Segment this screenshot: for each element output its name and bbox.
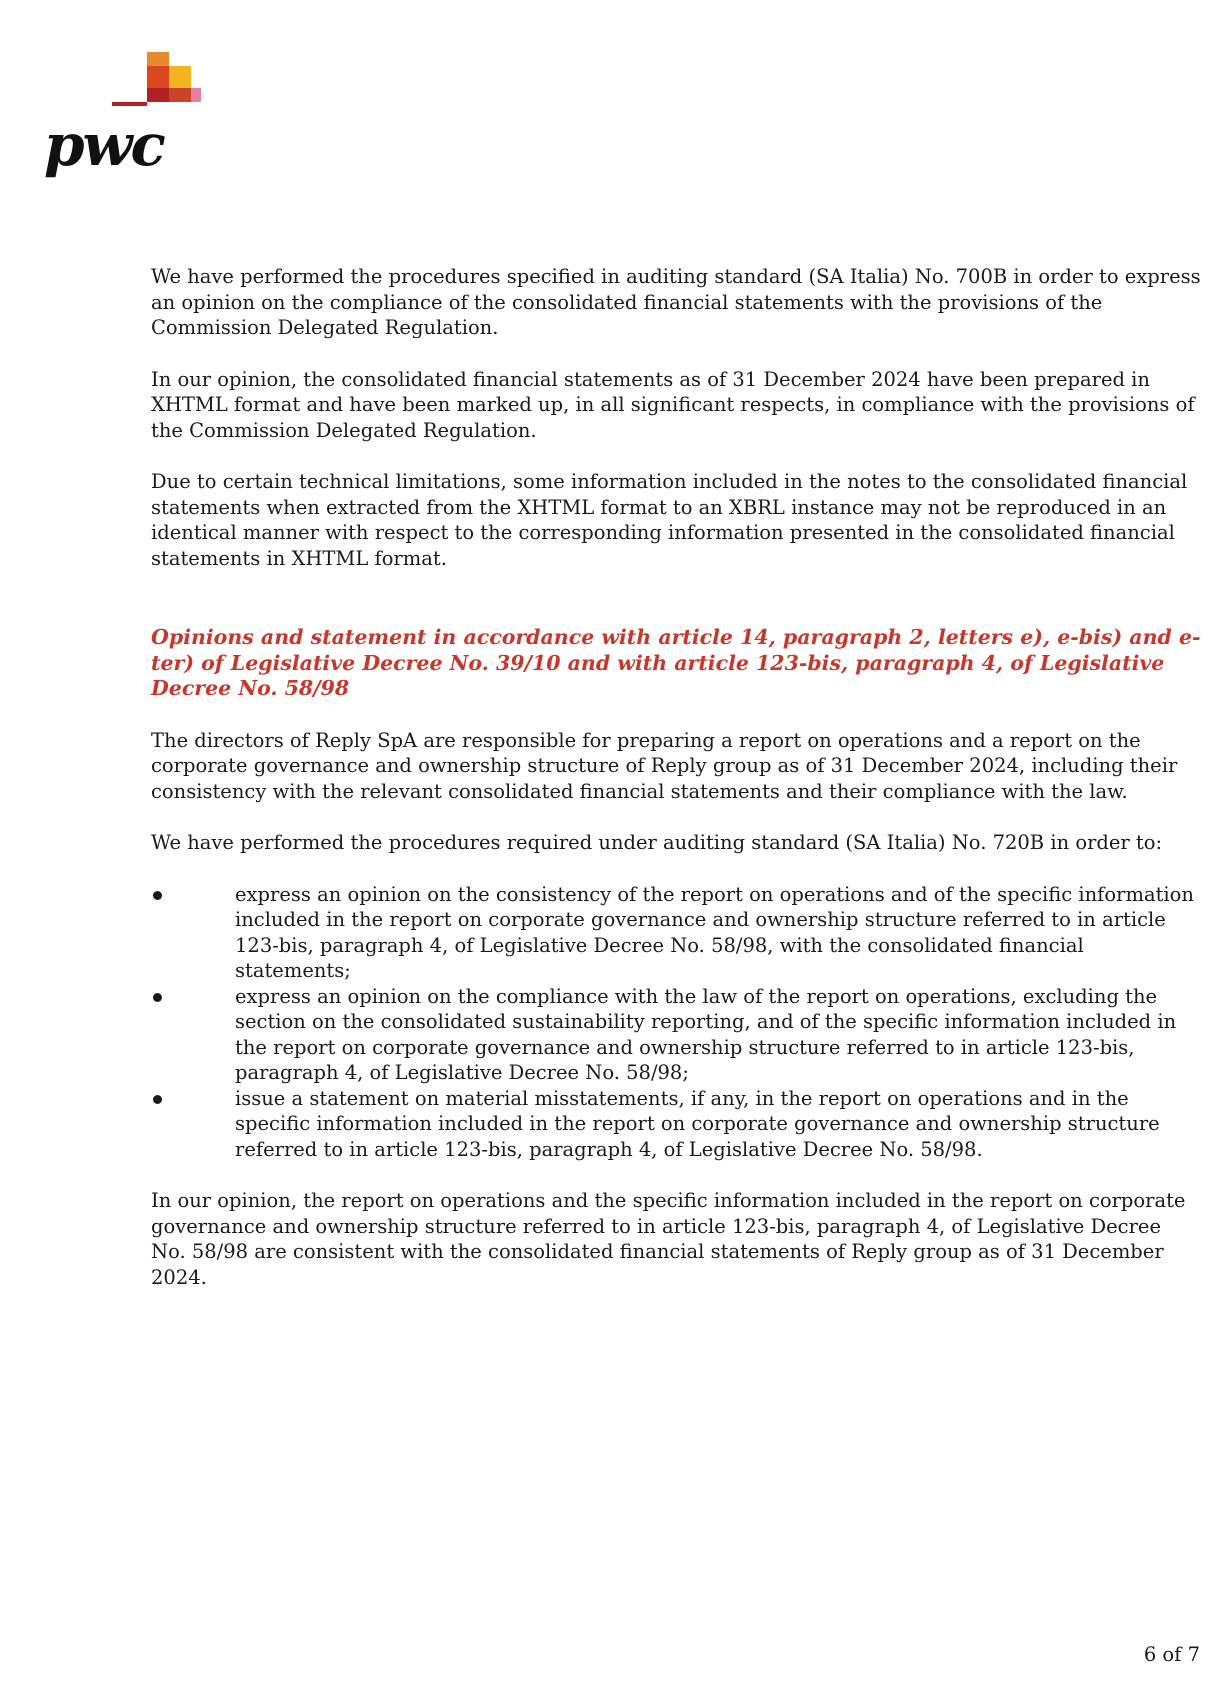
bullet-icon	[153, 1095, 162, 1104]
paragraph-procedures-700b: We have performed the procedures specified in auditing standard (SA Italia) No. 700B in order to express an opinion on the compliance of the consolidated financial statements with the provisions of the Commission Delegated Regulation.	[151, 265, 1201, 339]
paragraph-directors-responsibility: The directors of Reply SpA are responsible for preparing a report on operations and a report on the corporate governance and ownership structure of Reply group as of 31 December 2024, including their consistency with the relevant consolidated financial statements and their compliance with the law.	[151, 728, 1178, 803]
paragraph-final-opinion: In our opinion, the report on operations and the specific information included in the report on corporate governance and ownership structure referred to in article 123-bis, paragraph 4, of Legislative Decree No. 58/98 are consistent with the consolidated financial statements of Reply group as of 31 December 2024.	[151, 1189, 1186, 1289]
list-item-text: express an opinion on the consistency of the report on operations and of the specific information included in the report on corporate governance and ownership structure referred to in article 123-bis, paragraph 4, of Legislative Decree No. 58/98, with the consolidated financial statements;	[235, 882, 1194, 982]
list-item-text: express an opinion on the compliance with the law of the report on operations, excluding the section on the consolidated sustainability reporting, and of the specific information included in the report on corporate governance and ownership structure referred to in article 123-bis, paragraph 4, of Legislative Decree No. 58/98;	[235, 984, 1177, 1084]
section-heading: Opinions and statement in accordance with article 14, paragraph 2, letters e), e-bis) and e-ter) of Legislative Decree No. 39/10 and with article 123-bis, paragraph 4, of Legislative Decree No. 58/98	[151, 625, 1201, 700]
paragraph-xhtml-opinion: In our opinion, the consolidated financial statements as of 31 December 2024 have been prepared in XHTML format and have been marked up, in all significant respects, in compliance with the provisions of the Commission Delegated Regulation.	[151, 367, 1195, 442]
paragraph-technical-limitations: Due to certain technical limitations, some information included in the notes to the consolidated financial statements when extracted from the XHTML format to an XBRL instance may not be reproduced in an identical manner with respect to the corresponding information presented in the consolidated financial statements in XHTML format.	[151, 470, 1188, 570]
bullet-icon	[153, 891, 162, 900]
list-item	[151, 882, 1201, 984]
list-item	[151, 984, 1201, 1086]
pwc-logo-blocks-icon	[112, 52, 212, 112]
paragraph-procedures-720b: We have performed the procedures required under auditing standard (SA Italia) No. 720B in order to:	[151, 831, 1163, 854]
list-item-text: issue a statement on material misstatements, if any, in the report on operations and in the specific information included in the report on corporate governance and ownership structure referred to in article 123-bis, paragraph 4, of Legislative Decree No. 58/98.	[235, 1086, 1160, 1161]
procedures-bullet-list	[151, 882, 1201, 1163]
bullet-icon	[153, 993, 162, 1002]
pwc-logo	[44, 52, 214, 182]
page-number: 6 of 7	[1143, 1643, 1200, 1666]
document-body	[151, 264, 1201, 1316]
list-item	[151, 1086, 1201, 1163]
pwc-wordmark: pwc	[44, 111, 164, 179]
